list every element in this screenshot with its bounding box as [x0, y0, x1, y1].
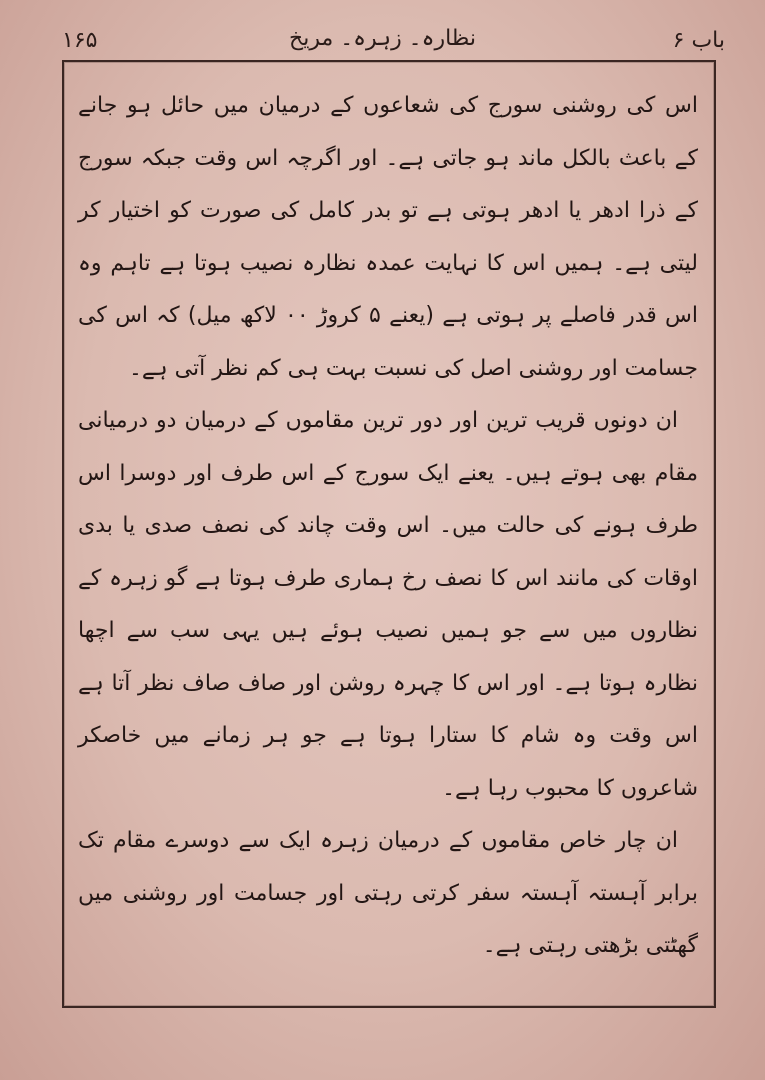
- paragraph-1: اس کی روشنی سورج کی شعاعوں کے درمیان میں حائل ہو جانے کے باعث بالکل ماند ہو جاتی ہے۔ اور اگرچہ اس وقت جبکہ سورج کے ذرا ادھر یا ادھر ہوتی ہے تو بدر کامل کی صورت کو اختیار کر لیتی ہے۔ ہمیں اس کا نہایت عمدہ نظارہ نصیب ہوتا ہے تاہم وہ اس قدر فاصلے پر ہوتی ہے (یعنے ۵ کروڑ ۰۰ لاکھ میل) کہ اس کی جسامت اور روشنی اصل کی نسبت بہت ہی کم نظر آتی ہے۔: [78, 93, 698, 381]
- paragraph-2: ان دونوں قریب ترین اور دور ترین مقاموں کے درمیان دو درمیانی مقام بھی ہوتے ہیں۔ یعنے ایک سورج کے اس طرف اور دوسرا اس طرف ہونے کی حالت میں۔ اس وقت چاند کی نصف صدی یا بدی اوقات کی مانند اس کا نصف رخ ہماری طرف ہوتا ہے گو زہرہ کے نظاروں میں سے جو ہمیں نصیب ہوئے ہیں یہی سب سے اچھا نظارہ ہوتا ہے۔ اور اس کا چہرہ روشن اور صاف صاف نظر آتا ہے اس وقت وہ شام کا ستارا ہوتا ہے جو ہر زمانے میں خاصکر شاعروں کا محبوب رہا ہے۔: [78, 408, 698, 801]
- page-number: ۱۶۵: [62, 28, 98, 53]
- chapter-label: باب ۶: [672, 28, 725, 53]
- body-text: [78, 80, 698, 973]
- running-title: نظارہ۔ زہرہ۔ مریخ: [289, 26, 476, 51]
- page-header: [0, 24, 765, 64]
- paragraph-3: ان چار خاص مقاموں کے درمیان زہرہ ایک سے دوسرے مقام تک برابر آہستہ آہستہ سفر کرتی رہتی اور جسامت اور روشنی میں گھٹتی بڑھتی رہتی ہے۔: [78, 828, 698, 958]
